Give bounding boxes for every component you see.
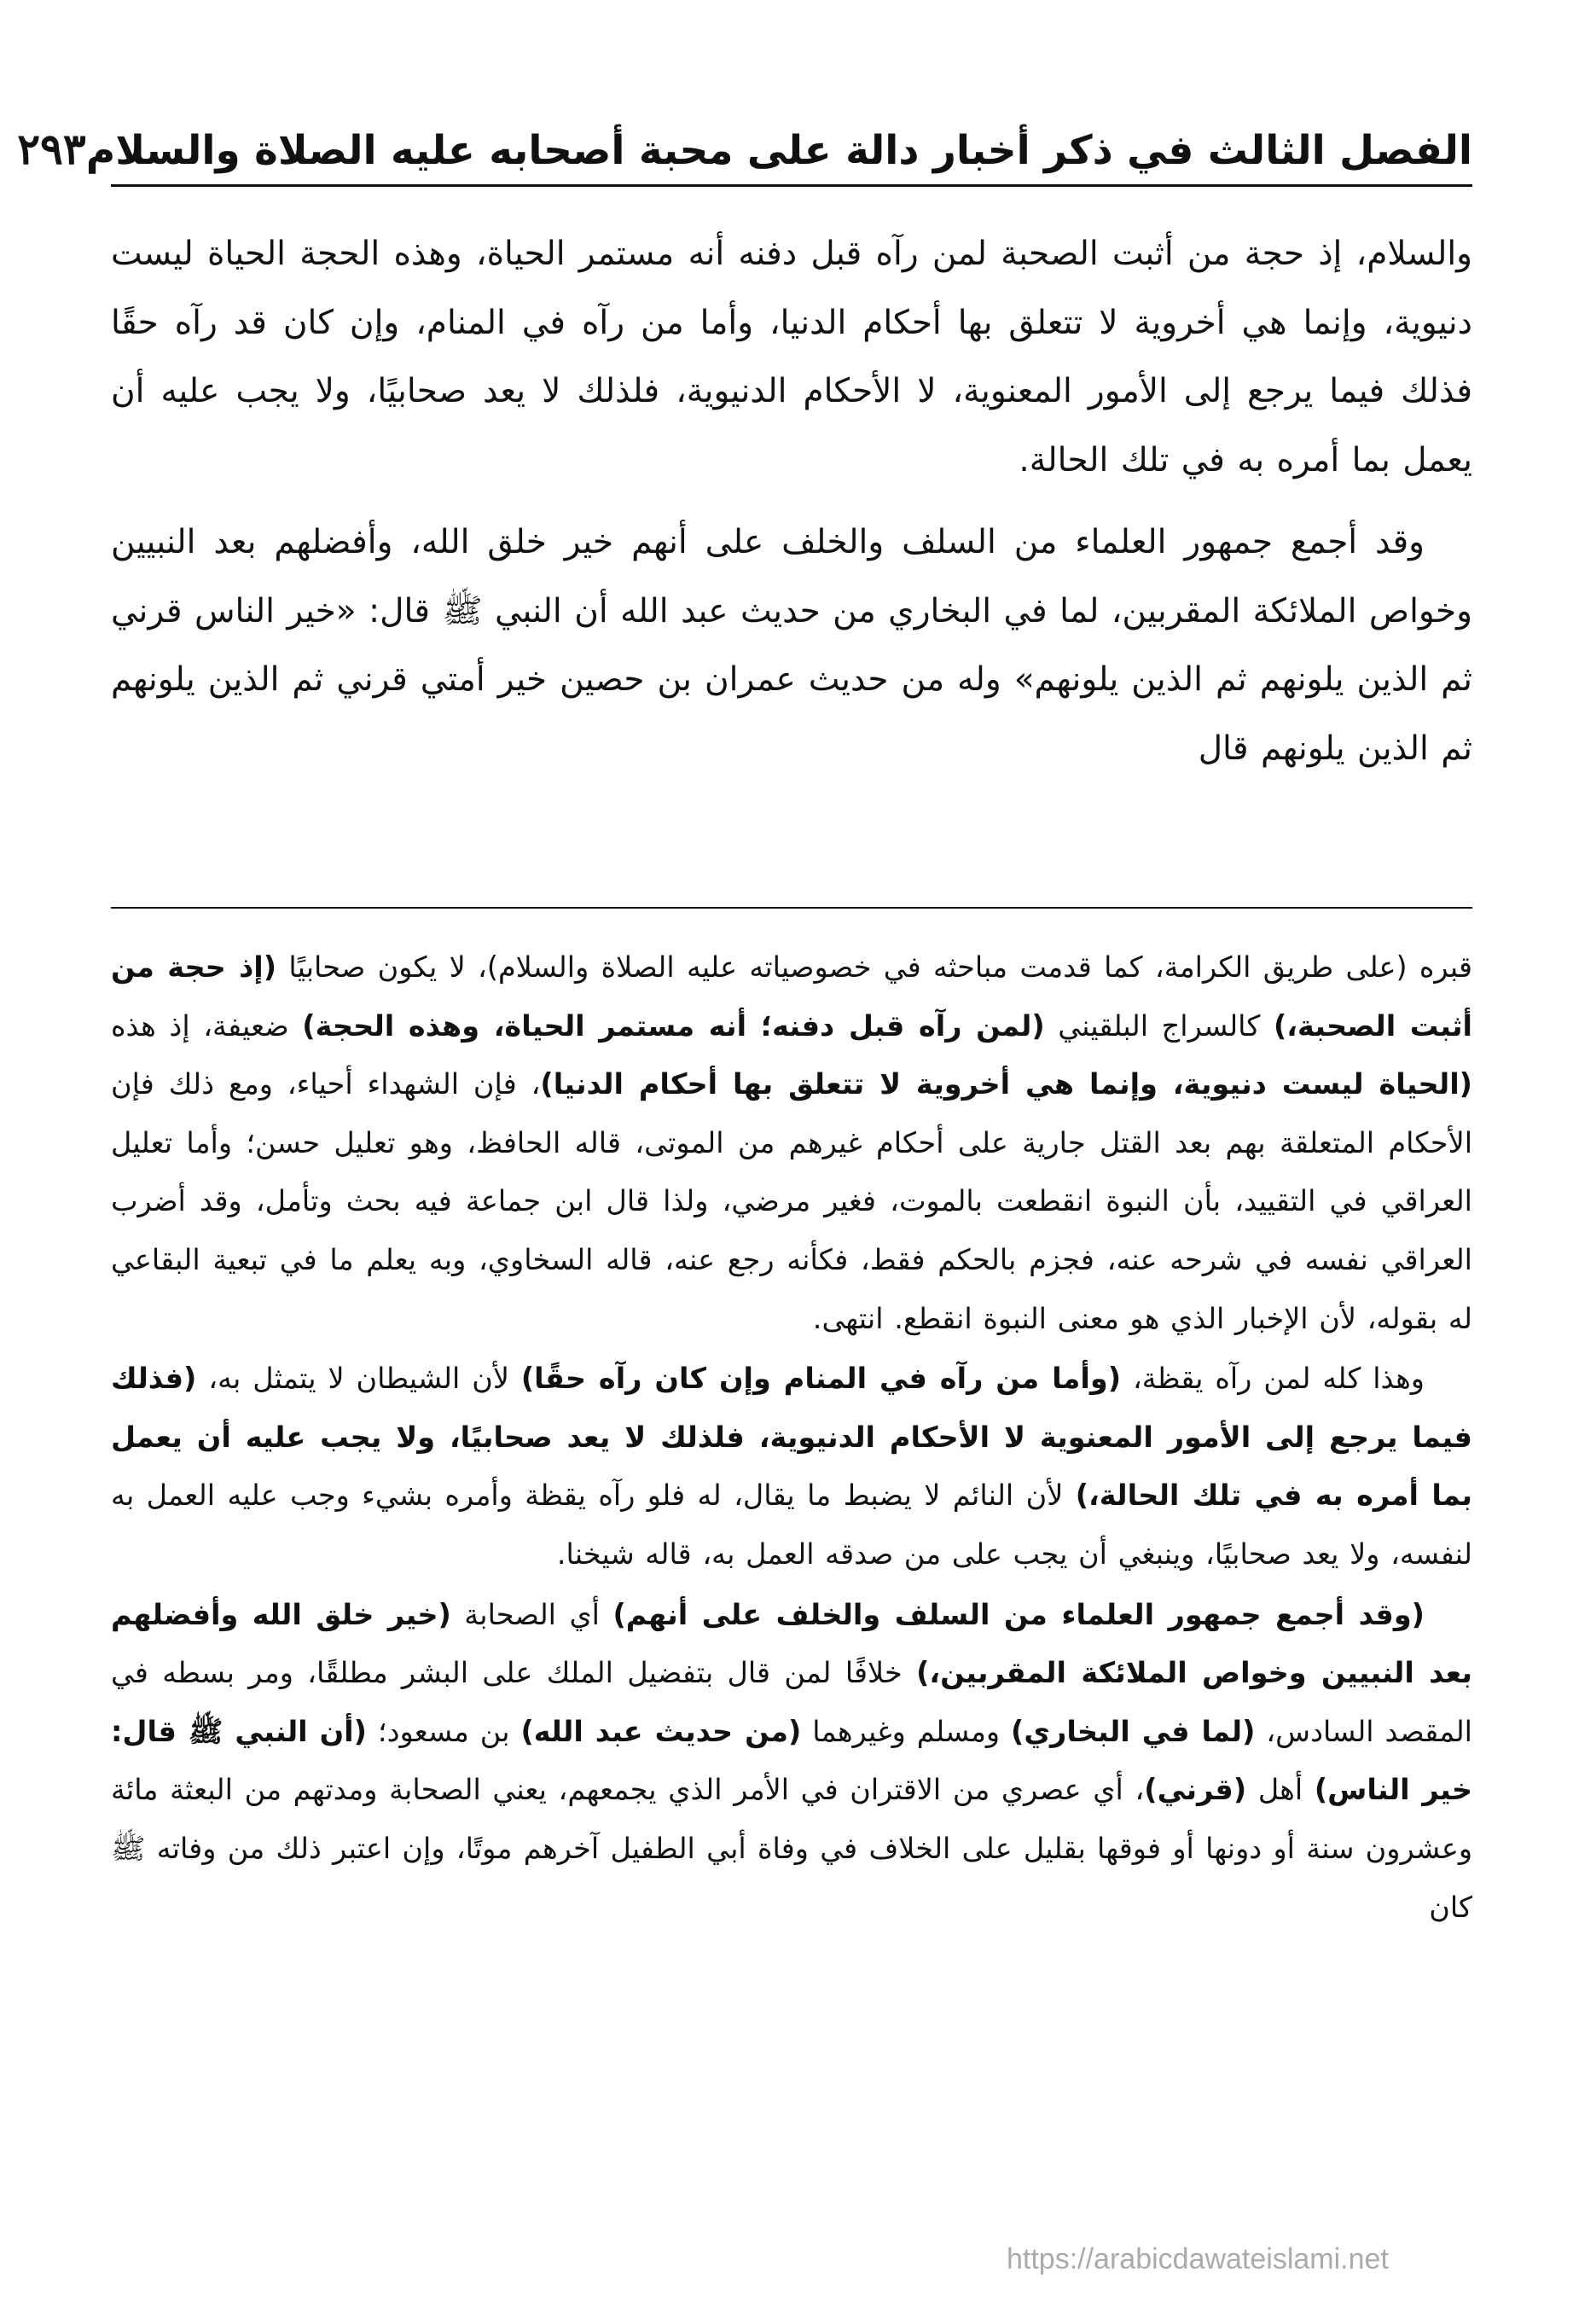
quoted-text: (من حديث عبد الله) [520, 1714, 802, 1748]
commentary-text: ، فإن الشهداء أحياء، ومع ذلك فإن الأحكام المتعلقة بهم بعد القتل جارية على أحكام غيرهم من الموتى، قاله الحافظ، وهو تعليل حسن؛ وأما تعليل العراقي في التقييد، بأن النبوة انقطعت بالموت، فغير مرضي، ولذا قال ابن جماعة فيه بحث وتأمل، وقد أضرب العراقي نفسه في شرحه عنه، فجزم بالحكم فقط، فكأنه رجع عنه، قاله السخاوي، وبه يعلم ما في تبعية البقاعي له بقوله، لأن الإخبار الذي هو معنى النبوة انقطع. انتهى. [111, 1067, 1472, 1335]
main-text [111, 220, 1472, 783]
quoted-text: (خير خلق الله وأفضلهم بعد النبيين وخواص الملائكة المقربين،) [111, 1597, 1473, 1690]
quoted-text: (وأما من رآه في المنام وإن كان رآه حقًا) [520, 1362, 1122, 1396]
commentary-text: خلافًا لمن قال بتفضيل الملك على البشر مطلقًا، ومر بسطه في المقصد السادس، [111, 1656, 1472, 1748]
page-header [17, 106, 1472, 174]
page-number: ٢٩٣ [17, 124, 86, 174]
commentary-text: أهل [1246, 1773, 1315, 1807]
commentary-paragraph [111, 1350, 1472, 1583]
quoted-text: (وقد أجمع جمهور العلماء من السلف والخلف على أنهم) [612, 1597, 1425, 1631]
quoted-text: (لمن رآه قبل دفنه؛ أنه مستمر الحياة، وهذه الحجة) [302, 1008, 1045, 1043]
commentary-section [111, 938, 1472, 1937]
commentary-text: أي الصحابة [450, 1597, 613, 1631]
quoted-text: (أن النبي ﷺ قال: خير الناس) [111, 1714, 1472, 1807]
commentary-text: بن مسعود؛ [366, 1714, 521, 1748]
commentary-paragraph [111, 1586, 1472, 1938]
commentary-text: لأن النائم لا يضبط ما يقال، له فلو رآه يقظة وأمره بشيء وجب عليه العمل به لنفسه، ولا يعد صحابيًا، وينبغي أن يجب على من صدقه العمل به، قاله شيخنا. [111, 1479, 1472, 1571]
header-divider [111, 184, 1472, 187]
footnote-divider [111, 907, 1472, 909]
main-paragraph: والسلام، إذ حجة من أثبت الصحبة لمن رآه قبل دفنه أنه مستمر الحياة، وهذه الحجة الحياة ليست دنيوية، وإنما هي أخروية لا تتعلق بها أحكام الدنيا، وأما من رآه في المنام، وإن كان قد رآه حقًا فذلك فيما يرجع إلى الأمور المعنوية، لا الأحكام الدنيوية، فلذلك لا يعد صحابيًا، ولا يجب عليه أن يعمل بما أمره به في تلك الحالة. [111, 235, 1472, 479]
commentary-text: لأن الشيطان لا يتمثل به، [196, 1362, 521, 1396]
commentary-text: ومسلم وغيرهما [801, 1714, 1012, 1748]
commentary-paragraph [111, 938, 1472, 1348]
quoted-text: (قرني) [1144, 1773, 1247, 1807]
quoted-text: (فذلك فيما يرجع إلى الأمور المعنوية لا الأحكام الدنيوية، فلذلك لا يعد صحابيًا، ولا يجب عليه أن يعمل بما أمره به في تلك الحالة،) [111, 1362, 1472, 1513]
source-watermark: https://arabicdawateislami.net [1007, 2243, 1389, 2275]
book-page [17, 0, 1473, 2324]
commentary-text: ، أي عصري من الاقتران في الأمر الذي يجمعهم، يعني الصحابة ومدتهم من البعثة مائة وعشرون سنة أو دونها أو فوقها بقليل على الخلاف في وفاة أبي الطفيل آخرهم موتًا، وإن اعتبر ذلك من وفاته ﷺ كان [111, 1773, 1472, 1924]
chapter-title: الفصل الثالث في ذكر أخبار دالة على محبة أصحابه عليه الصلاة والسلام [85, 127, 1472, 174]
main-paragraph: وقد أجمع جمهور العلماء من السلف والخلف على أنهم خير خلق الله، وأفضلهم بعد النبيين وخواص الملائكة المقربين، لما في البخاري من حديث عبد الله أن النبي ﷺ قال: «خير الناس قرني ثم الذين يلونهم ثم الذين يلونهم» وله من حديث عمران بن حصين خير أمتي قرني ثم الذين يلونهم ثم الذين يلونهم قال [111, 523, 1472, 768]
commentary-text: وهذا كله لمن رآه يقظة، [1121, 1362, 1425, 1396]
commentary-text: كالسراج البلقيني [1044, 1008, 1274, 1043]
quoted-text: (لما في البخاري) [1011, 1714, 1256, 1748]
quoted-text: (إذ حجة من أثبت الصحبة،) [111, 950, 1473, 1043]
commentary-text: ضعيفة، إذ هذه [111, 1008, 303, 1043]
commentary-text: قبره (على طريق الكرامة، كما قدمت مباحثه في خصوصياته عليه الصلاة والسلام)، لا يكون صحابيًا [276, 950, 1472, 984]
quoted-text: (الحياة ليست دنيوية، وإنما هي أخروية لا تتعلق بها أحكام الدنيا) [540, 1067, 1472, 1101]
